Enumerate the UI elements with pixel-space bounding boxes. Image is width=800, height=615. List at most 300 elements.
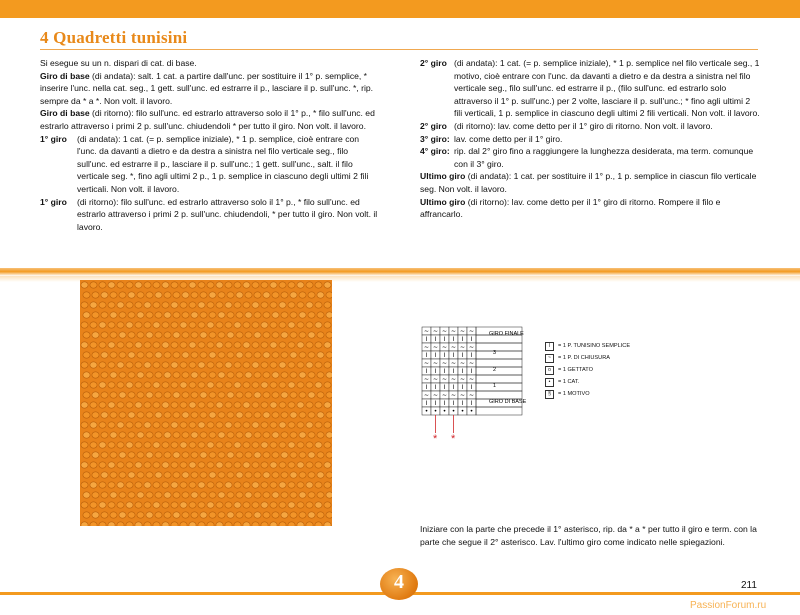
swatch-stitch (117, 442, 124, 448)
swatch-stitch (110, 492, 117, 498)
swatch-stitch (110, 292, 117, 298)
chart-symbol: I (470, 368, 473, 376)
swatch-stitch (299, 492, 306, 498)
swatch-stitch (117, 402, 124, 408)
swatch-stitch (108, 522, 115, 526)
swatch-stitch (81, 302, 88, 308)
swatch-stitch (290, 292, 297, 298)
chart-symbol: ~ (459, 376, 466, 384)
swatch-stitch (245, 352, 252, 358)
swatch-stitch (315, 282, 322, 288)
swatch-stitch (299, 372, 306, 378)
swatch-stitch (279, 402, 286, 408)
swatch-stitch (200, 372, 207, 378)
swatch-stitch (315, 322, 322, 328)
orange-band (0, 268, 800, 276)
swatch-stitch (236, 432, 243, 438)
swatch-stitch (200, 512, 207, 518)
swatch-stitch (216, 462, 223, 468)
swatch-stitch (209, 432, 216, 438)
chart-legend (545, 340, 630, 400)
chart-symbol: I (470, 352, 473, 360)
swatch-stitch (182, 332, 189, 338)
swatch-stitch (198, 362, 205, 368)
swatch-stitch (164, 452, 171, 458)
swatch-stitch (261, 342, 268, 348)
swatch-stitch (101, 512, 108, 518)
swatch-stitch (135, 302, 142, 308)
chart-symbol: I (425, 352, 428, 360)
swatch-stitch (180, 502, 187, 508)
swatch-stitch (90, 322, 97, 328)
swatch-stitch (252, 442, 259, 448)
swatch-stitch (245, 292, 252, 298)
swatch-stitch (243, 382, 250, 388)
instruction-row3 (420, 133, 760, 146)
legend-item (545, 364, 630, 376)
chart-symbol: I (461, 400, 464, 408)
swatch-stitch (162, 322, 169, 328)
swatch-stitch (144, 402, 151, 408)
swatch-stitch (290, 312, 297, 318)
swatch-stitch (281, 352, 288, 358)
swatch-stitch (90, 422, 97, 428)
swatch-stitch (171, 322, 178, 328)
swatch-stitch (110, 332, 117, 338)
swatch-stitch (128, 352, 135, 358)
swatch-stitch (225, 402, 232, 408)
swatch-stitch (191, 392, 198, 398)
swatch-stitch (326, 512, 332, 518)
swatch-stitch (164, 332, 171, 338)
swatch-stitch (225, 382, 232, 388)
swatch-stitch (279, 382, 286, 388)
swatch-stitch (155, 472, 162, 478)
swatch-stitch (326, 332, 332, 338)
instruction-row2-forward (420, 57, 760, 120)
chapter-number: 4 (394, 571, 404, 593)
instructions-right-column (420, 57, 760, 221)
swatch-stitch (146, 332, 153, 338)
swatch-stitch (225, 502, 232, 508)
chart-symbol: ~ (459, 360, 466, 368)
swatch-stitch (227, 392, 234, 398)
chart-symbol: ~ (432, 344, 439, 352)
swatch-stitch (191, 292, 198, 298)
swatch-stitch (153, 382, 160, 388)
chart-symbol: • (460, 408, 465, 416)
swatch-stitch (317, 472, 324, 478)
swatch-stitch (225, 322, 232, 328)
swatch-stitch (191, 372, 198, 378)
swatch-stitch (306, 462, 313, 468)
swatch-stitch (182, 492, 189, 498)
swatch-stitch (263, 412, 270, 418)
swatch-stitch (117, 342, 124, 348)
swatch-stitch (153, 282, 160, 288)
swatch-stitch (90, 402, 97, 408)
instruction-text: (di andata): 1 cat. per sostituire il 1° p., 1 p. semplice in ciascun filo verticale seg. Non volt. il lavoro. (420, 171, 757, 194)
swatch-stitch (200, 432, 207, 438)
swatch-stitch (317, 332, 324, 338)
swatch-stitch (254, 392, 261, 398)
swatch-stitch (225, 462, 232, 468)
swatch-stitch (272, 292, 279, 298)
swatch-stitch (306, 382, 313, 388)
swatch-stitch (155, 512, 162, 518)
swatch-stitch (81, 322, 88, 328)
swatch-stitch (144, 322, 151, 328)
swatch-stitch (135, 502, 142, 508)
swatch-stitch (137, 512, 144, 518)
chart-symbol: ~ (432, 360, 439, 368)
swatch-stitch (263, 472, 270, 478)
swatch-stitch (326, 492, 332, 498)
swatch-stitch (245, 432, 252, 438)
chart-symbol: I (443, 352, 446, 360)
swatch-stitch (279, 322, 286, 328)
swatch-stitch (137, 372, 144, 378)
swatch-stitch (182, 452, 189, 458)
swatch-stitch (272, 492, 279, 498)
swatch-stitch (155, 392, 162, 398)
swatch-stitch (263, 492, 270, 498)
swatch-stitch (90, 522, 97, 526)
swatch-stitch (236, 512, 243, 518)
swatch-stitch (164, 392, 171, 398)
chart-symbol: ~ (450, 328, 457, 336)
swatch-stitch (119, 352, 126, 358)
swatch-stitch (218, 512, 225, 518)
swatch-stitch (218, 312, 225, 318)
chart-symbol: • (424, 408, 429, 416)
swatch-stitch (315, 442, 322, 448)
swatch-stitch (216, 342, 223, 348)
swatch-stitch (299, 352, 306, 358)
swatch-stitch (162, 382, 169, 388)
swatch-stitch (270, 502, 277, 508)
swatch-stitch (288, 302, 295, 308)
swatch-stitch (234, 282, 241, 288)
swatch-stitch (198, 422, 205, 428)
swatch-stitch (252, 422, 259, 428)
swatch-stitch (83, 352, 90, 358)
swatch-stitch (209, 332, 216, 338)
legend-text: = 1 MOTIVO (558, 391, 590, 397)
swatch-stitch (137, 492, 144, 498)
swatch-stitch (162, 462, 169, 468)
swatch-stitch (189, 382, 196, 388)
swatch-stitch (308, 452, 315, 458)
swatch-stitch (317, 372, 324, 378)
legend-item (545, 340, 630, 352)
swatch-stitch (110, 392, 117, 398)
swatch-stitch (281, 472, 288, 478)
swatch-stitch (128, 512, 135, 518)
swatch-stitch (324, 402, 331, 408)
chart-label-cell (476, 391, 522, 399)
stitch-chart (420, 325, 530, 445)
swatch-stitch (279, 422, 286, 428)
swatch-stitch (288, 282, 295, 288)
swatch-stitch (92, 512, 99, 518)
swatch-stitch (135, 322, 142, 328)
swatch-stitch (99, 282, 106, 288)
swatch-stitch (270, 362, 277, 368)
instruction-label: 4° giro: (420, 146, 450, 157)
chart-symbol: ~ (459, 392, 466, 400)
swatch-stitch (108, 322, 115, 328)
swatch-stitch (162, 502, 169, 508)
swatch-stitch (308, 512, 315, 518)
swatch-stitch (173, 312, 180, 318)
swatch-stitch (317, 432, 324, 438)
swatch-stitch (324, 282, 331, 288)
swatch-stitch (101, 412, 108, 418)
swatch-stitch (290, 332, 297, 338)
swatch-stitch (218, 472, 225, 478)
swatch-stitch (99, 302, 106, 308)
swatch-stitch (207, 482, 214, 488)
chart-symbol: I (461, 352, 464, 360)
chart-symbol: I (434, 336, 437, 344)
swatch-stitch (191, 492, 198, 498)
swatch-stitch (110, 472, 117, 478)
swatch-stitch (180, 482, 187, 488)
swatch-stitch (308, 352, 315, 358)
swatch-stitch (155, 492, 162, 498)
title-divider (40, 49, 758, 50)
swatch-stitch (189, 282, 196, 288)
swatch-stitch (173, 352, 180, 358)
instruction-last-forward (420, 170, 760, 195)
chart-symbol: ~ (468, 328, 475, 336)
swatch-stitch (117, 382, 124, 388)
swatch-stitch (101, 332, 108, 338)
swatch-stitch (135, 442, 142, 448)
swatch-stitch (137, 312, 144, 318)
swatch-stitch (315, 462, 322, 468)
swatch-stitch (299, 472, 306, 478)
swatch-stitch (297, 342, 304, 348)
swatch-stitch (90, 462, 97, 468)
swatch-stitch (146, 452, 153, 458)
swatch-stitch (308, 392, 315, 398)
legend-symbol: I (545, 342, 554, 351)
instruction-text: (di ritorno): filo sull'unc. ed estrarlo attraverso solo il 1° p., * filo sull'unc. ed estrarlo attraverso i primi 2 p. sull'unc. chiudendoli * per tutto il giro. Non volt. il lavoro. (40, 108, 375, 131)
legend-symbol: ~ (545, 354, 554, 363)
swatch-stitch (135, 382, 142, 388)
swatch-stitch (180, 522, 187, 526)
swatch-stitch (117, 522, 124, 526)
swatch-stitch (83, 392, 90, 398)
swatch-stitch (182, 312, 189, 318)
swatch-stitch (315, 302, 322, 308)
swatch-stitch (99, 522, 106, 526)
swatch-stitch (153, 342, 160, 348)
swatch-stitch (288, 322, 295, 328)
instruction-label: Ultimo giro (420, 171, 466, 182)
swatch-stitch (236, 492, 243, 498)
swatch-stitch (263, 392, 270, 398)
swatch-stitch (281, 292, 288, 298)
swatch-stitch (308, 332, 315, 338)
instruction-text: (di ritorno): lav. come detto per il 1° giro di ritorno. Non volt. il lavoro. (454, 120, 713, 131)
swatch-stitch (83, 432, 90, 438)
legend-symbol: • (545, 378, 554, 387)
swatch-stitch (288, 442, 295, 448)
chart-symbol: I (425, 384, 428, 392)
swatch-stitch (234, 322, 241, 328)
swatch-stitch (164, 372, 171, 378)
swatch-stitch (108, 422, 115, 428)
chart-symbol: • (469, 408, 474, 416)
swatch-stitch (252, 502, 259, 508)
swatch-stitch (173, 372, 180, 378)
swatch-stitch (234, 342, 241, 348)
swatch-stitch (180, 442, 187, 448)
swatch-stitch (110, 512, 117, 518)
chart-symbol: ~ (459, 344, 466, 352)
swatch-stitch (324, 342, 331, 348)
swatch-stitch (162, 422, 169, 428)
swatch-stitch (137, 412, 144, 418)
swatch-stitch (189, 442, 196, 448)
swatch-stitch (146, 412, 153, 418)
chart-symbol: ~ (468, 392, 475, 400)
intro-text: Si esegue su un n. dispari di cat. di base. (40, 58, 197, 68)
swatch-stitch (299, 392, 306, 398)
swatch-stitch (263, 512, 270, 518)
swatch-stitch (126, 462, 133, 468)
swatch-stitch (173, 512, 180, 518)
instruction-label: 2° giro (420, 58, 447, 68)
swatch-stitch (216, 302, 223, 308)
swatch-stitch (254, 492, 261, 498)
swatch-stitch (155, 372, 162, 378)
swatch-stitch (261, 322, 268, 328)
swatch-stitch (182, 292, 189, 298)
swatch-stitch (198, 322, 205, 328)
swatch-stitch (119, 372, 126, 378)
swatch-stitch (299, 312, 306, 318)
swatch-stitch (288, 382, 295, 388)
swatch-stitch (324, 442, 331, 448)
swatch-stitch (83, 372, 90, 378)
swatch-stitch (180, 382, 187, 388)
swatch-stitch (254, 332, 261, 338)
swatch-stitch (252, 482, 259, 488)
swatch-stitch (216, 322, 223, 328)
swatch-stitch (243, 462, 250, 468)
swatch-stitch (171, 302, 178, 308)
swatch-stitch (162, 442, 169, 448)
swatch-stitch (126, 282, 133, 288)
swatch-stitch (324, 462, 331, 468)
chart-label-cell (476, 351, 522, 359)
swatch-stitch (254, 352, 261, 358)
swatch-stitch (146, 292, 153, 298)
swatch-stitch (252, 362, 259, 368)
swatch-stitch (182, 432, 189, 438)
swatch-stitch (162, 522, 169, 526)
swatch-stitch (200, 392, 207, 398)
swatch-stitch (279, 462, 286, 468)
swatch-stitch (155, 312, 162, 318)
swatch-stitch (218, 372, 225, 378)
instruction-label: Giro di base (40, 108, 90, 119)
instruction-text: (di andata): 1 cat. (= p. semplice iniziale), * 1 p. semplice, cioè entrare con l'unc. da davanti a dietro e da destra a sinistra nel filo verticale seg., filo sull'unc. ed estrarre il p., lasciare il p. sull'unc.; 1 gett. sull'unc., salt. il filo verticale seg. *, fino agli ultimi 2 p., 1 p. semplice in ciascuno degli ultimi 2 fili verticali. Non volt. il lavoro. (77, 133, 369, 194)
swatch-stitch (236, 392, 243, 398)
swatch-stitch (297, 282, 304, 288)
swatch-stitch (92, 372, 99, 378)
swatch-stitch (261, 382, 268, 388)
swatch-stitch (171, 342, 178, 348)
swatch-stitch (126, 502, 133, 508)
swatch-stitch (108, 442, 115, 448)
swatch-stitch (144, 342, 151, 348)
swatch-stitch (99, 462, 106, 468)
swatch-stitch (326, 352, 332, 358)
swatch-stitch (162, 482, 169, 488)
chart-symbol: ~ (468, 360, 475, 368)
swatch-stitch (162, 342, 169, 348)
swatch-stitch (81, 342, 88, 348)
swatch-stitch (101, 292, 108, 298)
chart-symbol: • (442, 408, 447, 416)
swatch-stitch (279, 442, 286, 448)
swatch-stitch (326, 432, 332, 438)
swatch-stitch (245, 512, 252, 518)
swatch-stitch (281, 392, 288, 398)
swatch-stitch (218, 352, 225, 358)
swatch-stitch (164, 412, 171, 418)
swatch-stitch (164, 512, 171, 518)
swatch-stitch (315, 382, 322, 388)
swatch-stitch (144, 502, 151, 508)
swatch-stitch (207, 322, 214, 328)
swatch-stitch (306, 482, 313, 488)
swatch-stitch (315, 402, 322, 408)
swatch-stitch (315, 482, 322, 488)
swatch-stitch (281, 512, 288, 518)
swatch-stitch (315, 502, 322, 508)
swatch-stitch (189, 342, 196, 348)
swatch-stitch (261, 482, 268, 488)
top-accent-bar (0, 0, 800, 18)
swatch-stitch (308, 372, 315, 378)
swatch-stitch (225, 342, 232, 348)
swatch-stitch (92, 312, 99, 318)
swatch-stitch (252, 382, 259, 388)
swatch-stitch (261, 462, 268, 468)
swatch-stitch (126, 322, 133, 328)
swatch-stitch (155, 412, 162, 418)
swatch-stitch (216, 522, 223, 526)
swatch-stitch (126, 522, 133, 526)
swatch-stitch (117, 362, 124, 368)
swatch-stitch (108, 302, 115, 308)
swatch-stitch (236, 372, 243, 378)
swatch-stitch (135, 422, 142, 428)
swatch-stitch (270, 342, 277, 348)
swatch-stitch (225, 482, 232, 488)
swatch-stitch (209, 352, 216, 358)
swatch-stitch (144, 462, 151, 468)
swatch-stitch (279, 482, 286, 488)
swatch-stitch (315, 422, 322, 428)
instruction-last-return (420, 196, 760, 221)
